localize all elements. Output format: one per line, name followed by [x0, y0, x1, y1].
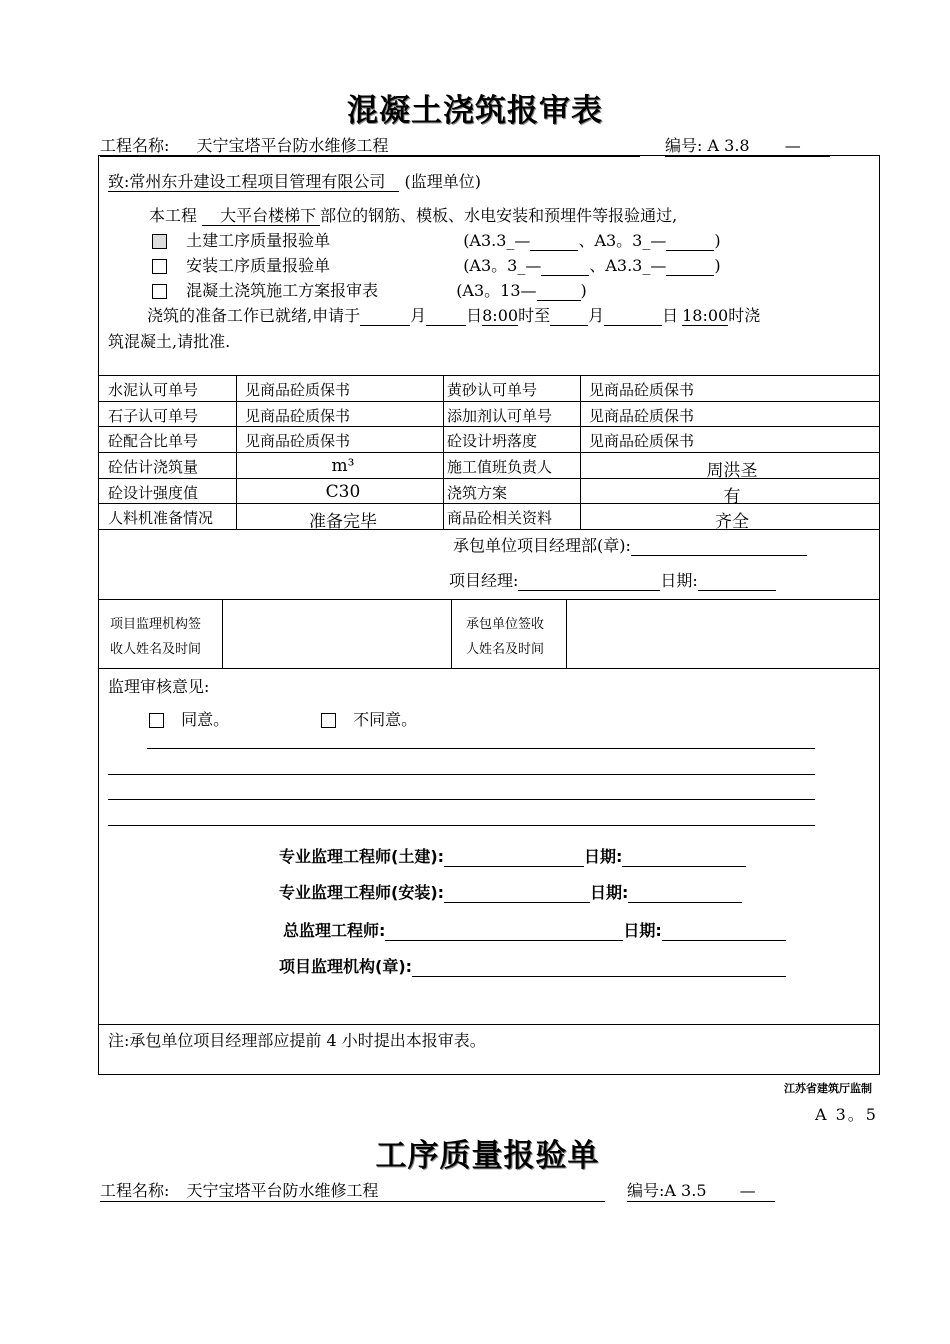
project-name: 天宁宝塔平台防水维修工程	[186, 1181, 379, 1200]
code-dash: —	[739, 1181, 756, 1200]
project-header	[100, 133, 830, 157]
to-label: 致:	[108, 172, 130, 191]
civil-engineer-line	[279, 844, 746, 867]
date-label: 日期:	[584, 847, 623, 866]
checkbox-icon[interactable]	[152, 234, 167, 249]
supervision-unit: 常州东升建设工程项目管理有限公司	[129, 172, 386, 191]
review-line	[147, 748, 815, 749]
chief-engineer-label: 总监理工程师:	[283, 921, 386, 940]
ref-b: 、A3.3_—	[589, 256, 667, 275]
sup-sign-label-1: 项目监理机构签	[110, 617, 202, 632]
table-label: 砼设计强度值	[108, 484, 199, 502]
chief-engineer-line	[283, 918, 786, 941]
ref-end: )	[714, 231, 721, 250]
to-suffix: (监理单位)	[404, 172, 482, 191]
agency-label: 项目监理机构(章):	[279, 957, 413, 976]
work-location: 大平台楼梯下	[220, 206, 317, 225]
day-label: 日	[662, 306, 679, 325]
table-label: 人料机准备情况	[108, 509, 214, 527]
table-label: 砼设计坍落度	[447, 432, 538, 450]
end-time: 18:00	[682, 306, 729, 325]
pm-label: 项目经理:	[449, 571, 519, 590]
project-label: 工程名称:	[100, 136, 170, 155]
table-value: 见商品砼质保书	[245, 432, 351, 450]
contractor-dept-label: 承包单位项目经理部(章):	[453, 536, 631, 555]
disagree-label: 不同意。	[353, 710, 418, 729]
install-engineer-label: 专业监理工程师(安装):	[279, 883, 445, 902]
table-label: 浇筑方案	[447, 484, 508, 502]
prep-tail: 时浇	[728, 306, 761, 325]
ref-a: (A3。13—	[456, 281, 537, 300]
check-item-label: 土建工序质量报验单	[186, 231, 331, 250]
form2-project-header	[100, 1178, 780, 1202]
review-label: 监理审核意见:	[108, 677, 210, 696]
checkbox-icon[interactable]	[149, 713, 164, 728]
review-line	[108, 799, 815, 800]
table-label: 商品砼相关资料	[447, 509, 553, 527]
date-label: 日期:	[590, 883, 629, 902]
table-value: 周洪圣	[706, 461, 758, 481]
form2-title: 工序质量报验单	[375, 1138, 600, 1174]
project-name: 天宁宝塔平台防水维修工程	[196, 136, 389, 155]
table-label: 砼配合比单号	[108, 432, 199, 450]
month-label: 月	[410, 306, 427, 325]
ref-a: (A3。3_—	[463, 256, 542, 275]
note-text: 注:承包单位项目经理部应提前 4 小时提出本报审表。	[108, 1031, 486, 1050]
ref-end: )	[580, 281, 587, 300]
code-label: 编号:	[627, 1181, 665, 1200]
form-code: A 3。5	[814, 1105, 878, 1124]
form-table	[98, 155, 880, 1075]
pour-schedule	[147, 303, 760, 326]
con-sign-label-1: 承包单位签收	[466, 617, 545, 632]
table-label: 黄砂认可单号	[447, 381, 538, 399]
disagree-option[interactable]	[321, 707, 417, 730]
agree-option[interactable]	[149, 707, 229, 730]
table-value: 见商品砼质保书	[589, 432, 695, 450]
month-label: 月	[588, 306, 605, 325]
issuer-label: 江苏省建筑厅监制	[784, 1082, 872, 1095]
contractor-dept	[453, 533, 807, 556]
code-label: 编号:	[665, 136, 703, 155]
sup-sign-label-2: 收人姓名及时间	[110, 642, 202, 657]
form-title: 混凝土浇筑报审表	[347, 93, 603, 129]
table-label: 添加剂认可单号	[447, 407, 553, 425]
ref-end: )	[714, 256, 721, 275]
table-value: 见商品砼质保书	[245, 407, 351, 425]
review-line	[108, 825, 815, 826]
intro-line	[149, 203, 677, 226]
date-label: 日期:	[660, 571, 698, 590]
date-label: 日期:	[623, 921, 662, 940]
to-line	[108, 169, 481, 192]
code-dash: —	[784, 136, 801, 155]
to-label: 时至	[518, 306, 551, 325]
intro-suffix: 部位的钢筋、模板、水电安装和预埋件等报验通过,	[320, 206, 678, 225]
install-engineer-line	[279, 880, 742, 903]
table-value: 见商品砼质保书	[589, 407, 695, 425]
day-label: 日	[466, 306, 483, 325]
agree-label: 同意。	[181, 710, 230, 729]
table-value: 见商品砼质保书	[245, 381, 351, 399]
check-item-label: 安装工序质量报验单	[186, 256, 331, 275]
table-label: 施工值班负责人	[447, 458, 553, 476]
checkbox-icon[interactable]	[152, 259, 167, 274]
check-item-civil[interactable]	[152, 228, 721, 251]
prep-text-2: 筑混凝土,请批准.	[108, 332, 231, 351]
checkbox-icon[interactable]	[321, 713, 336, 728]
table-label: 石子认可单号	[108, 407, 199, 425]
prep-text: 浇筑的准备工作已就绪,申请于	[147, 306, 361, 325]
intro-prefix: 本工程	[149, 206, 198, 225]
table-value: 齐全	[715, 512, 749, 532]
check-item-label: 混凝土浇筑施工方案报审表	[186, 281, 379, 300]
agency-line	[279, 954, 786, 977]
table-value: 见商品砼质保书	[589, 381, 695, 399]
start-time: 8:00	[482, 306, 519, 325]
table-value: m³	[331, 456, 355, 476]
table-label: 砼估计浇筑量	[108, 458, 199, 476]
table-value: 有	[723, 487, 741, 507]
pm-line	[449, 568, 776, 591]
check-item-install[interactable]	[152, 253, 721, 276]
con-sign-label-2: 人姓名及时间	[466, 642, 545, 657]
table-value: 准备完毕	[309, 512, 377, 532]
check-item-plan[interactable]	[152, 278, 587, 301]
review-line	[108, 774, 815, 775]
civil-engineer-label: 专业监理工程师(土建):	[279, 847, 445, 866]
code-value: A 3.5	[664, 1181, 707, 1200]
ref-a: (A3.3_—	[463, 231, 531, 250]
table-label: 水泥认可单号	[108, 381, 199, 399]
code-value: A 3.8	[707, 136, 750, 155]
project-label: 工程名称:	[100, 1181, 170, 1200]
table-value: C30	[325, 482, 361, 502]
ref-b: 、A3。3_—	[578, 231, 667, 250]
checkbox-icon[interactable]	[152, 284, 167, 299]
